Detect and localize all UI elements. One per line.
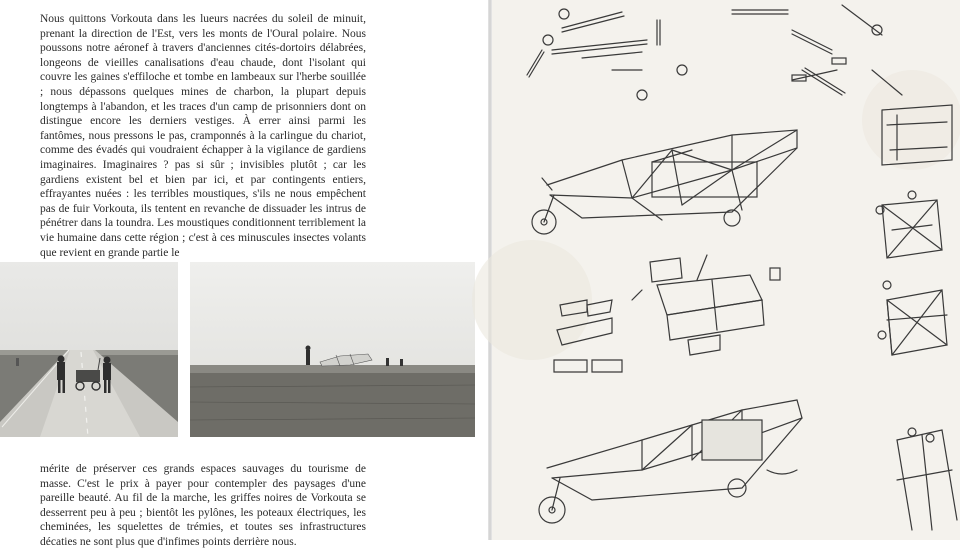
- right-page-sketches: [492, 0, 960, 540]
- body-text-bottom: mérite de préserver ces grands espaces sauvages du tourisme de masse. C'est le prix à payer pour contempler des paysages d'une pareille beauté. Au fil de la marche, les griffes noires de Vorkouta se desserrent peu à peu ; bientôt les pylônes, les poteaux électriques, les cheminées, les squelettes de trémies, et toutes ses infrastructures décaties ne sont plus que d'infimes points derrière nous.: [40, 463, 366, 548]
- body-text-top: Nous quittons Vorkouta dans les lueurs nacrées du soleil de minuit, prenant la direction de l'Est, vers les monts de l'Oural polaire. Nous poussons notre aéronef à travers d'anciennes cités-dortoirs délabrées, longeons de vieilles canalisations d'eau chaude, dont l'isolant qui couvre les gaines s'effiloche et tombe en lambeaux sur l'herbe souillée ; nous dépassons quelques mines de charbon, la plupart depuis longtemps à l'abandon, et les traces d'un camp de prisonniers dont on distingue encore les derniers vestiges. À errer ainsi parmi les fantômes, nous pressons le pas, cramponnés à la carlingue du chariot, comme des évadés qui voudraient échapper à la vigilance de gardiens imaginaires. Imaginaires ? pas si sûr ; invisibles plutôt ; car les gardiens existent bel et bien par ici, et par contingents entiers, effrayantes nuées : les terribles moustiques, s'ils ne nous empêchent pas de fuir Vorkouta, ils tentent en revanche de dissuader les intrus de pénétrer dans la toundra. Les moustiques conditionnent terriblement la vie humaine dans cette région ; c'est à ces minuscules insectes volants que revient en grande partie le: [40, 13, 366, 259]
- photo-road-walkers: [0, 262, 178, 437]
- aircraft-frame-sketches: [492, 0, 960, 540]
- photo-tundra-aircraft: [190, 262, 475, 437]
